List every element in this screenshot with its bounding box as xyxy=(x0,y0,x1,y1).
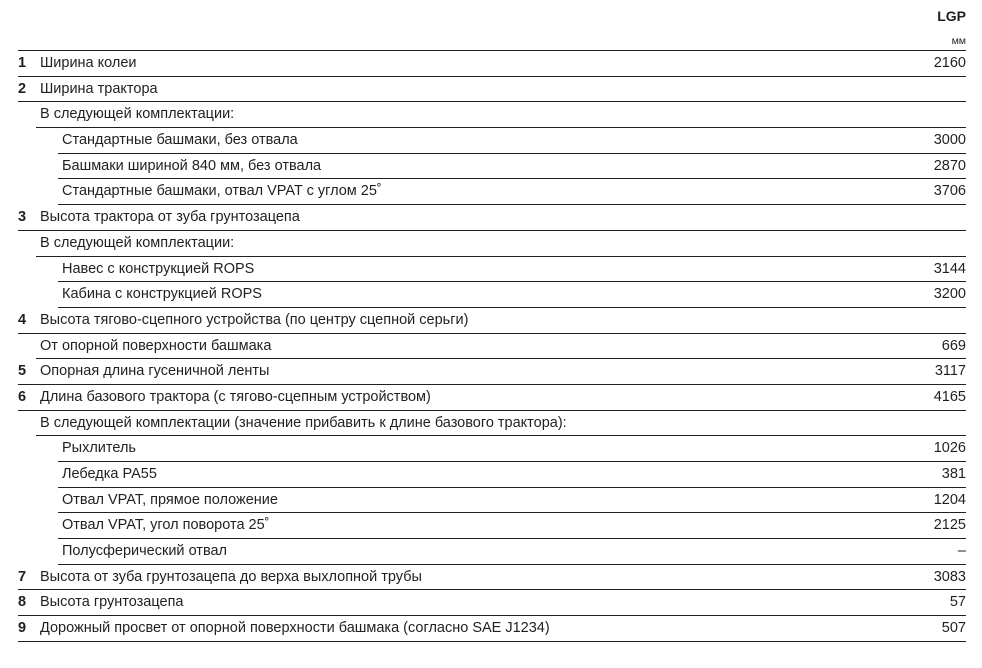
row-value: 2160 xyxy=(933,55,966,71)
row-label: Навес с конструкцией ROPS xyxy=(62,260,255,277)
row-label: Высота тягово-сцепного устройства (по центру сцепной серьги) xyxy=(40,311,469,328)
row-value: 1026 xyxy=(933,440,966,457)
table-row xyxy=(18,257,966,283)
table-row xyxy=(18,462,966,488)
row-label: Ширина трактора xyxy=(40,80,158,97)
row-value: 381 xyxy=(941,466,966,482)
row-label: Длина базового трактора (с тягово-сцепным устройством) xyxy=(40,388,431,405)
row-label: Опорная длина гусеничной ленты xyxy=(40,363,270,380)
column-header xyxy=(937,6,966,48)
row-value: 4165 xyxy=(933,388,966,405)
table-row xyxy=(18,411,966,437)
table-row xyxy=(18,179,966,205)
row-value: 57 xyxy=(949,594,966,611)
row-label: От опорной поверхности башмака xyxy=(40,337,272,354)
table-row xyxy=(18,359,966,385)
row-value: 2870 xyxy=(933,157,966,174)
row-label: В следующей комплектации: xyxy=(40,106,235,123)
row-label: Дорожный просвет от опорной поверхности башмака (согласно SAE J1234) xyxy=(40,620,550,637)
row-label: Полусферический отвал xyxy=(62,543,228,560)
row-divider xyxy=(18,641,966,642)
row-label: Отвал VPAT, угол поворота 25˚ xyxy=(62,517,270,534)
table-row xyxy=(18,513,966,539)
row-value: 3706 xyxy=(933,183,966,200)
row-label: Рыхлитель xyxy=(62,440,136,457)
row-number: 6 xyxy=(18,388,27,405)
table-row xyxy=(18,51,966,77)
row-label: Кабина с конструкцией ROPS xyxy=(62,286,262,303)
row-label: Отвал VPAT, прямое положение xyxy=(62,491,278,508)
unit-label: мм xyxy=(951,35,966,47)
table-row xyxy=(18,488,966,514)
row-label: Ширина колеи xyxy=(40,55,137,71)
row-value: 669 xyxy=(941,337,966,354)
table-row xyxy=(18,231,966,257)
row-number: 8 xyxy=(18,594,27,611)
row-label: Стандартные башмаки, без отвала xyxy=(62,132,298,149)
row-value: – xyxy=(957,543,966,560)
table-row xyxy=(18,128,966,154)
table-row xyxy=(18,154,966,180)
row-number: 7 xyxy=(18,568,27,585)
table-row xyxy=(18,565,966,591)
row-label: Высота грунтозацепа xyxy=(40,594,184,611)
row-label: Высота от зуба грунтозацепа до верха выхлопной трубы xyxy=(40,568,422,585)
spec-table xyxy=(18,50,966,642)
row-number: 3 xyxy=(18,209,27,226)
row-value: 3083 xyxy=(933,568,966,585)
table-row xyxy=(18,539,966,565)
row-value: 3000 xyxy=(933,132,966,149)
row-value: 3200 xyxy=(933,286,966,303)
table-row xyxy=(18,205,966,231)
row-number: 4 xyxy=(18,311,27,328)
row-value: 2125 xyxy=(933,517,966,534)
row-value: 507 xyxy=(941,620,966,637)
row-label: Лебедка PA55 xyxy=(62,466,157,482)
table-row xyxy=(18,616,966,642)
row-label: Высота трактора от зуба грунтозацепа xyxy=(40,209,300,226)
row-label: В следующей комплектации: xyxy=(40,234,235,251)
table-row xyxy=(18,282,966,308)
row-value: 1204 xyxy=(933,491,966,508)
table-row xyxy=(18,308,966,334)
column-title: LGP xyxy=(937,8,966,24)
table-row xyxy=(18,334,966,360)
table-row xyxy=(18,385,966,411)
row-value: 3117 xyxy=(934,363,966,380)
table-row xyxy=(18,102,966,128)
table-row xyxy=(18,436,966,462)
table-row xyxy=(18,77,966,103)
row-label: Башмаки шириной 840 мм, без отвала xyxy=(62,157,322,174)
table-row xyxy=(18,590,966,616)
row-number: 1 xyxy=(18,55,27,71)
row-number: 9 xyxy=(18,620,27,637)
row-label: Стандартные башмаки, отвал VPAT с углом 25˚ xyxy=(62,183,382,200)
row-value: 3144 xyxy=(933,260,966,277)
row-number: 5 xyxy=(18,363,27,380)
row-number: 2 xyxy=(18,80,27,97)
row-label: В следующей комплектации (значение прибавить к длине базового трактора): xyxy=(40,414,567,431)
